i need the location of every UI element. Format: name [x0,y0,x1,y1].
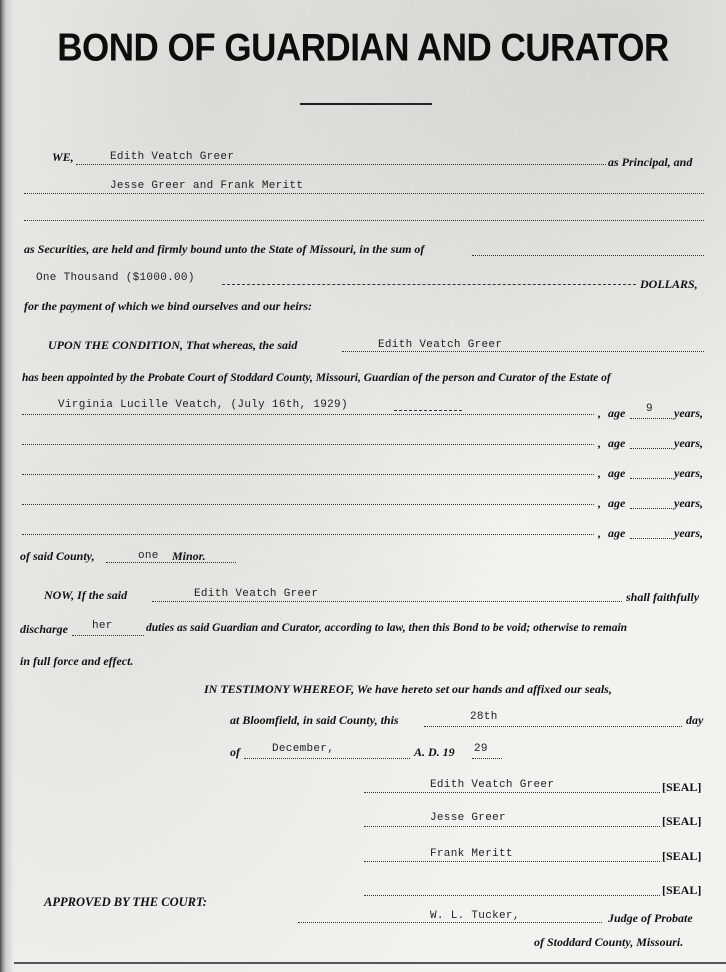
title-rule [300,103,432,105]
securities-text: as Securities, are held and firmly bound unto the State of Missouri, in the sum of [24,242,425,256]
now-text: NOW, If the said [44,588,128,602]
age-label-3: age [608,466,626,480]
years-label-5: years, [674,526,703,540]
age-line-1 [630,418,672,419]
bottom-rule [14,962,726,964]
seal-2: [SEAL] [662,814,702,828]
pronoun-line [72,635,144,636]
ward-line-5 [22,534,594,535]
principal-name: Edith Veatch Greer [110,151,235,163]
approved-label: APPROVED BY THE COURT: [44,895,207,909]
guardian-line [342,351,704,352]
age-label-5: age [608,526,626,540]
ward-comma-1: , [598,406,601,420]
ward-age: 9 [646,403,653,415]
minor-label: Minor. [172,549,206,563]
ward-line-3 [22,474,594,475]
county-court: of Stoddard County, Missouri. [534,935,684,949]
month-line [244,758,410,759]
year: 29 [474,743,488,755]
full-force-text: in full force and effect. [20,654,134,668]
signature-line-4 [364,895,660,896]
year-line [472,758,502,759]
scan-edge [0,0,14,972]
seal-1: [SEAL] [662,780,702,794]
bond-document: BOND OF GUARDIAN AND CURATOR WE, Edith Veatch Greer as Principal, and Jesse Greer and Frank Meritt as Securities, are held and firmly bound unto the State of Missouri, in the sum of One Thousand ($1000.00) DOLLARS, for the payment of which we bind ourselves and our heirs: UPON THE CONDITION, That whereas, the said Edith Veatch Greer has been appointed by the Probate Court of Stoddard County, Missouri, Guardian of the person and Curator of the Estate of Virginia Lucille Veatch, (July 16th, 1929) , age 9 years, , age years, , age years, , age years, , age years, of said County, one Minor. NOW, If the said Edith Veatch Greer shall faithfully discharge her duties as said Guardian and Curator, according to law, then this Bond to be void; otherwise to remain in full force and effect. IN TESTIMONY WHEREOF, We have hereto set our hands and affixed our seals, at Bloomfield, in said County, this 28th day of December, A. D. 19 29 Edith Veatch Greer [SEAL] Jesse Greer [SEAL] Frank Meritt [SEAL] [SEAL] APPROVED BY THE COURT: W. L. Tucker, Judge of Probate of Stoddard County, Missouri. [0,0,726,972]
age-line-4 [630,508,672,509]
judge-title: Judge of Probate [608,911,693,925]
now-line [152,601,622,602]
we-label: WE, [52,150,74,164]
guardian-name: Edith Veatch Greer [378,339,503,351]
as-principal-label: as Principal, and [608,155,693,169]
sum-amount: One Thousand ($1000.00) [36,272,195,284]
judge-name: W. L. Tucker, [430,910,520,922]
judge-line [298,922,602,923]
years-label-1: years, [674,406,703,420]
age-label-4: age [608,496,626,510]
dollars-label: DOLLARS, [640,277,698,291]
now-name: Edith Veatch Greer [194,588,319,600]
duties-text: duties as said Guardian and Curator, according to law, then this Bond to be void; otherwise to remain [146,622,628,634]
testimony-text: IN TESTIMONY WHEREOF, We have hereto set our hands and affixed our seals, [204,682,612,696]
month: December, [272,743,335,755]
principal-line [76,164,606,165]
age-line-5 [630,538,672,539]
document-title: BOND OF GUARDIAN AND CURATOR [57,25,669,70]
sum-dash-line [222,284,636,285]
day-number: 28th [470,711,498,723]
minor-count: one [138,550,159,562]
ad-label: A. D. 19 [414,745,455,759]
ward-line-1 [22,414,594,415]
upon-condition-text: UPON THE CONDITION, That whereas, the said [48,338,298,352]
signature-line-2 [364,826,660,827]
pronoun: her [92,620,113,632]
seal-4: [SEAL] [662,883,702,897]
ward-line-2 [22,444,594,445]
day-label: day [686,713,704,727]
payment-text: for the payment of which we bind ourselves and our heirs: [24,299,313,313]
age-line-3 [630,478,672,479]
age-line-2 [630,448,672,449]
seal-3: [SEAL] [662,849,702,863]
years-label-3: years, [674,466,703,480]
ward-name: Virginia Lucille Veatch, (July 16th, 1929) [58,399,348,411]
signature-3: Frank Meritt [430,848,513,860]
discharge-label: discharge [20,622,68,636]
ward-dash [394,410,462,411]
signature-line-1 [364,792,660,793]
appointed-text: has been appointed by the Probate Court of Stoddard County, Missouri, Guardian of the person and Curator of the Estate of [22,372,611,384]
age-label-1: age [608,406,626,420]
minor-line [106,562,236,563]
signature-1: Edith Veatch Greer [430,779,555,791]
securities-names: Jesse Greer and Frank Meritt [110,180,304,192]
years-label-4: years, [674,496,703,510]
county-prefix: of said County, [20,549,95,563]
years-label-2: years, [674,436,703,450]
day-line [424,726,682,727]
bloomfield-text: at Bloomfield, in said County, this [230,713,399,727]
signature-2: Jesse Greer [430,812,506,824]
age-label-2: age [608,436,626,450]
of-label: of [230,745,240,759]
faithfully-label: shall faithfully [626,590,700,604]
blank-line-1 [24,220,704,221]
signature-line-3 [364,861,660,862]
sum-line-1 [472,255,704,256]
ward-line-4 [22,504,594,505]
securities-line [24,193,704,194]
